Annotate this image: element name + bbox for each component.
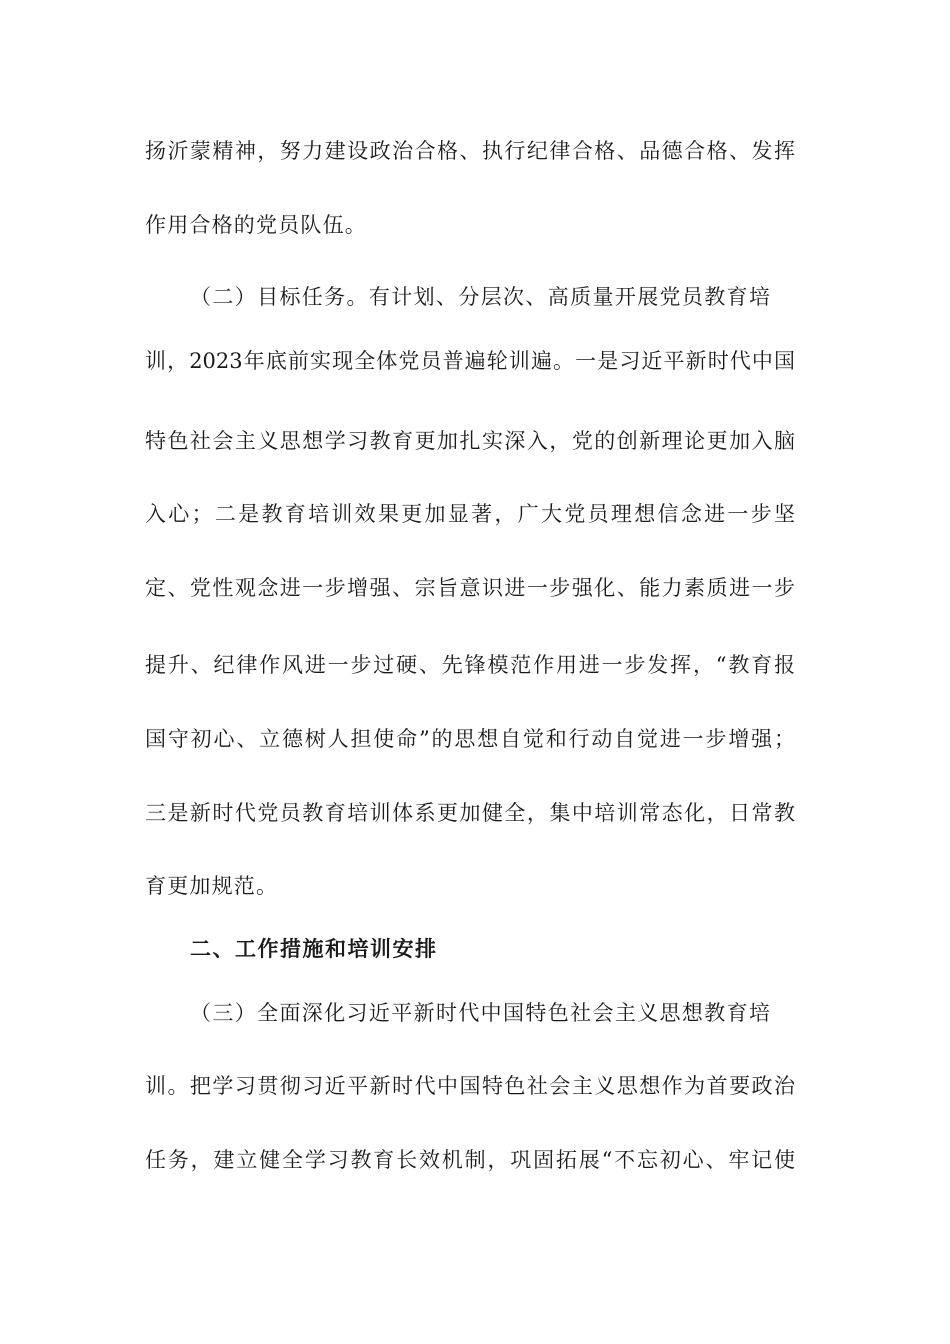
body-text-line: 扬沂蒙精神，努力建设政治合格、执行纪律合格、品德合格、发挥 [145, 139, 795, 163]
body-text-line: 育更加规范。 [145, 874, 279, 898]
subsection-heading-line: （三）全面深化习近平新时代中国特色社会主义思想教育培 [190, 1001, 770, 1025]
subsection-heading-line: （二）目标任务。有计划、分层次、高质量开展党员教育培 [190, 285, 770, 309]
body-text-line: 三是新时代党员教育培训体系更加健全，集中培训常态化，日常教 [145, 801, 795, 825]
body-text-line: 国守初心、立德树人担使命”的思想自觉和行动自觉进一步增强； [145, 727, 795, 751]
body-text-line: 特色社会主义思想学习教育更加扎实深入，党的创新理论更加入脑 [145, 429, 795, 453]
body-text-line: 定、党性观念进一步增强、宗旨意识进一步强化、能力素质进一步 [145, 576, 795, 600]
body-text-line: 提升、纪律作风进一步过硬、先锋模范作用进一步发挥，“教育报 [145, 653, 795, 677]
body-text-line: 训。把学习贯彻习近平新时代中国特色社会主义思想作为首要政治 [145, 1074, 795, 1098]
body-text-line: 入心；二是教育培训效果更加显著，广大党员理想信念进一步坚 [145, 502, 795, 526]
body-text-line: 任务，建立健全学习教育长效机制，巩固拓展“不忘初心、牢记使 [145, 1148, 795, 1172]
section-heading: 二、工作措施和培训安排 [190, 937, 438, 961]
body-text-line: 训，2023年底前实现全体党员普遍轮训遍。一是习近平新时代中国 [145, 349, 795, 373]
body-text-line: 作用合格的党员队伍。 [145, 213, 367, 237]
